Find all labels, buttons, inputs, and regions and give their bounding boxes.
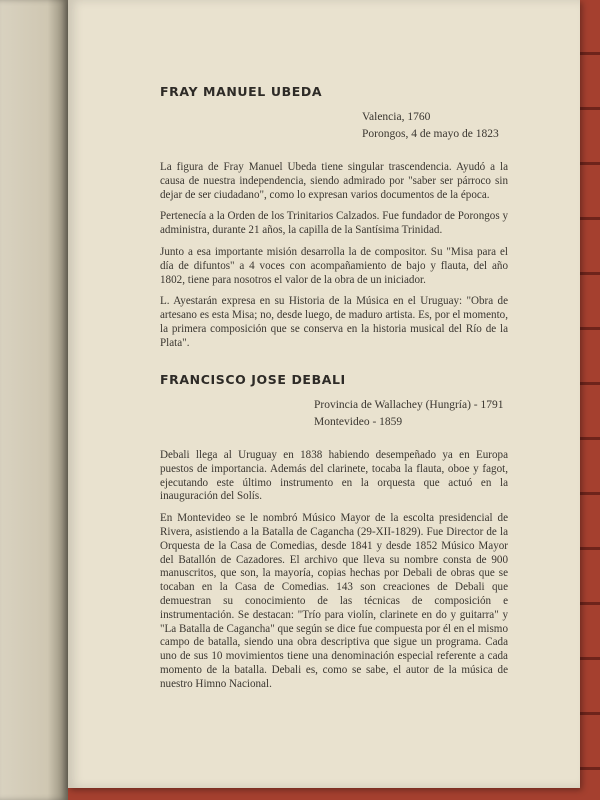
paragraph: La figura de Fray Manuel Ubeda tiene singular trascendencia. Ayudó a la causa de nuestra independencia, siendo admirado por "saber ser párroco sin dejar de ser ciudadano", como lo expresan varios documentos de la época. (160, 161, 508, 201)
section-title: FRANCISCO JOSE DEBALI (160, 372, 346, 387)
paragraph: En Montevideo se le nombró Músico Mayor de la escolta presidencial de Rivera, asistiendo a la Batalla de Cagancha (29-XII-1829). Fue Director de la Orquesta de la Casa de Comedias, desde 1841 y desde 1852 Músico Mayor del Batallón de Cazadores. El archivo que lleva su nombre consta de 900 manuscritos, que son, la mayoría, copias hechas por Debali de obras que se tocaban en la Casa de Comedias. 143 son creaciones de Debali que demuestran su conocimiento de las técnicas de composición e instrumentación. Se destacan: "Trío para violín, clarinete en do y guitarra" y "La Batalla de Cagancha" que según se dice fue compuesta por él en el mismo campo de batalla, siendo una obra descriptiva que sigue un programa. Cada uno de sus 10 movimientos tiene una denominación especial referente a cada momento de la batalla. Debali es, como se sabe, el autor de la música de nuestro Himno Nacional. (160, 512, 508, 690)
paragraph: L. Ayestarán expresa en su Historia de la Música en el Uruguay: "Obra de artesano es esta Misa; no, desde luego, de maduro artista. Es, por el momento, la primera composición que se conserva en la historia musical del Río de la Plata". (160, 295, 508, 349)
life-dates (314, 397, 508, 431)
death-info: Porongos, 4 de mayo de 1823 (362, 128, 499, 140)
biography-text (160, 161, 508, 351)
book-page (68, 0, 580, 788)
biography-ubeda (160, 84, 508, 351)
birth-info: Valencia, 1760 (362, 111, 431, 123)
biography-debali (160, 372, 508, 692)
section-title: FRAY MANUEL UBEDA (160, 84, 323, 99)
paragraph: Pertenecía a la Orden de los Trinitarios Calzados. Fue fundador de Porongos y administra, durante 21 años, la capilla de la Santísima Trinidad. (160, 210, 508, 237)
facing-page-edge (0, 0, 68, 800)
paragraph: Debali llega al Uruguay en 1838 habiendo desempeñado ya en Europa puestos de importancia. Además del clarinete, tocaba la flauta, oboe y fagot, ejecutando este último instrumento en la orquesta que actuó en la inauguración del Solís. (160, 449, 508, 503)
birth-info: Provincia de Wallachey (Hungría) - 1791 (314, 399, 504, 411)
death-info: Montevideo - 1859 (314, 416, 403, 428)
life-dates (362, 109, 508, 143)
paragraph: Junto a esa importante misión desarrolla la de compositor. Su "Misa para el día de difuntos" a 4 voces con acompañamiento de bajo y flauta, del año 1802, tiene para nosotros el valor de la obra de un iniciador. (160, 245, 508, 286)
biography-text (160, 449, 508, 692)
